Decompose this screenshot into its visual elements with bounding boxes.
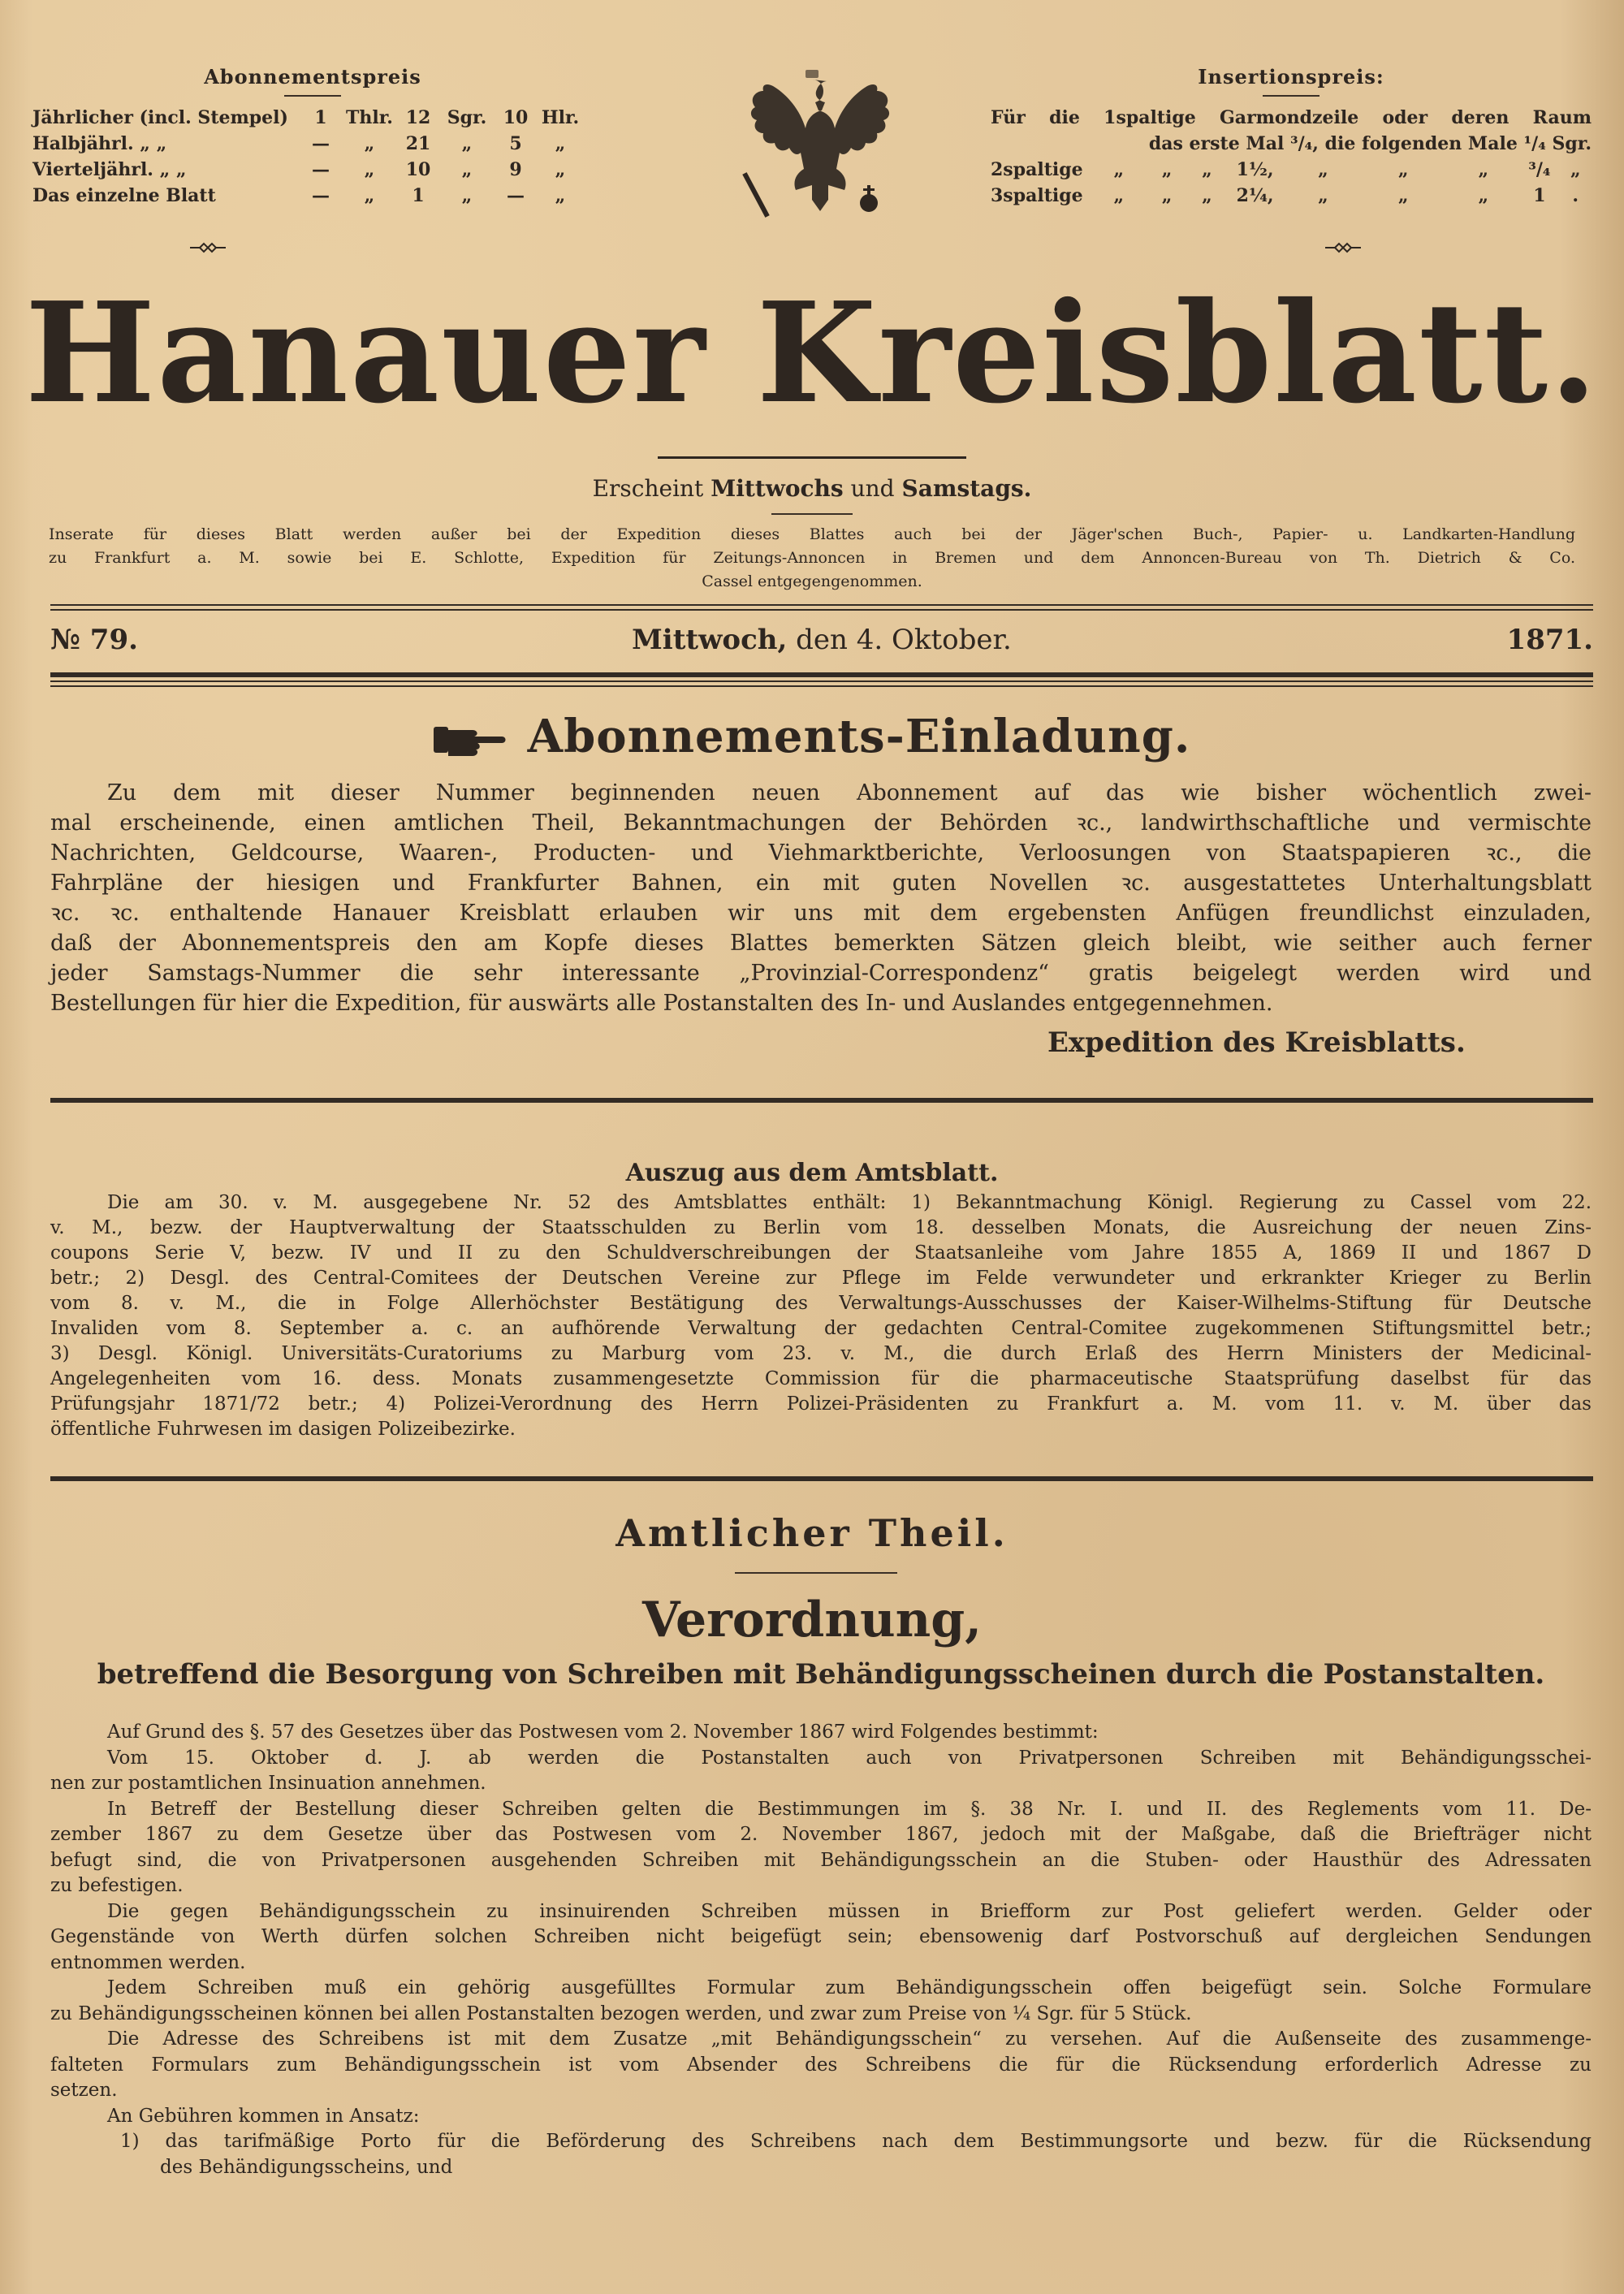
price-cell: Sgr. [447, 107, 487, 128]
text-line: vom 8. v. M., die in Folge Allerhöchster Bestätigung des Verwaltungs-Ausschusses der Kaiser-Wilhelms-Stiftung für Deutsche [50, 1293, 1592, 1314]
advertising-notice-line: zu Frankfurt a. M. sowie bei E. Schlotte, Expedition für Zeitungs-Annoncen in Bremen und dem Annoncen-Bureau von Th. Dietrich & Co. [49, 549, 1575, 567]
price-cell: 3spaltige [991, 185, 1083, 206]
ordinance-text [50, 1720, 1592, 2180]
price-cell: 1½, [1236, 159, 1274, 180]
divider [284, 95, 341, 97]
subscription-price-title: Abonnementspreis [204, 65, 421, 89]
excerpt-text [50, 1190, 1592, 1442]
schedule-prefix: Erscheint [592, 475, 704, 502]
text-line: Die am 30. v. M. ausgegebene Nr. 52 des Amtsblattes enthält: 1) Bekanntmachung Königl. Regierung zu Cassel vom 22. [107, 1192, 1592, 1213]
double-rule [50, 604, 1593, 611]
price-cell: 2spaltige [991, 159, 1083, 180]
price-cell: „ [1318, 185, 1328, 206]
price-cell: 10 [405, 159, 431, 180]
double-rule [50, 1098, 1593, 1103]
insertion-price-title: Insertionspreis: [1198, 65, 1384, 89]
ordinance-title: Verordnung, [641, 1592, 983, 1648]
price-cell: Halbjährl. „ „ [32, 133, 167, 154]
double-rule [50, 1476, 1593, 1481]
price-cell: . [1572, 185, 1579, 206]
price-cell: „ [461, 133, 473, 154]
price-cell: — [312, 133, 330, 154]
price-cell: Vierteljährl. „ „ [32, 159, 187, 180]
ordinance-subtitle: betreffend die Besorgung von Schreiben mit Behändigungsscheinen durch die Postanstalten. [97, 1658, 1545, 1691]
excerpt-title: Auszug aus dem Amtsblatt. [625, 1159, 999, 1187]
price-cell: „ [461, 185, 473, 206]
price-cell: „ [1202, 185, 1212, 206]
price-cell: „ [1161, 185, 1173, 206]
price-cell: — [312, 159, 330, 180]
price-cell: „ [1113, 159, 1125, 180]
price-cell: „ [364, 159, 375, 180]
price-cell: „ [1397, 185, 1409, 206]
subscription-price-row [32, 157, 593, 183]
price-cell: 9 [509, 159, 522, 180]
issue-day-month: den 4. Oktober. [796, 624, 1012, 656]
text-line: öffentliche Fuhrwesen im dasigen Polizeibezirke. [50, 1419, 516, 1440]
price-cell: „ [1570, 159, 1581, 180]
official-section-title: Amtlicher Theil. [615, 1511, 1009, 1555]
invitation-title [0, 708, 1624, 765]
price-cell: ³/₄ [1528, 159, 1551, 180]
issue-year: 1871. [1506, 624, 1593, 656]
divider [658, 456, 966, 459]
price-cell: „ [1478, 159, 1489, 180]
prussian-eagle-icon [715, 65, 909, 235]
subscription-price-box [32, 65, 593, 209]
price-cell: „ [364, 185, 375, 206]
price-cell: 1 [314, 107, 327, 128]
price-cell: „ [555, 185, 566, 206]
text-line: Zu dem mit dieser Nummer beginnenden neuen Abonnement auf das wie bisher wöchentlich zwei- [107, 780, 1592, 806]
text-line: zu befestigen. [50, 1875, 184, 1896]
text-line: Fahrpläne der hiesigen und Frankfurter Bahnen, ein mit guten Novellen ꝛc. ausgestattetes Unterhaltungsblatt [50, 871, 1592, 896]
text-line: zu Behändigungsscheinen können bei allen Postanstalten bezogen werden, und zwar zum Preise von ¼ Sgr. für 5 Stück. [50, 2002, 1192, 2024]
text-line: Nachrichten, Geldcourse, Waaren-, Producten- und Viehmarktberichte, Verloosungen von Staatspapieren ꝛc., die [50, 840, 1592, 866]
text-line: Jedem Schreiben muß ein gehörig ausgefülltes Formular zum Behändigungsschein offen beigefügt sein. Solche Formulare [107, 1977, 1592, 1998]
text-line: Gegenstände von Werth dürfen solchen Schreiben nicht beigefügt sein; ebensowenig darf Postvorschuß auf dergleichen Sendungen [50, 1926, 1592, 1947]
insertion-price-box [991, 65, 1592, 209]
advertising-notice-line: Cassel entgegengenommen. [702, 572, 922, 590]
price-cell: „ [555, 133, 566, 154]
price-cell: „ [1161, 159, 1173, 180]
price-cell: 12 [405, 107, 431, 128]
text-line: mal erscheinende, einen amtlichen Theil, Bekanntmachungen der Behörden ꝛc., landwirthschaftliche und vermischte [50, 810, 1592, 836]
text-line: Invaliden vom 8. September a. c. an aufhörende Verwaltung der gedachten Central-Comitee zugekommenen Stiftungsmittel betr.; [50, 1318, 1592, 1339]
text-line: Prüfungsjahr 1871/72 betr.; 4) Polizei-Verordnung des Herrn Polizei-Präsidenten zu Frankfurt a. M. vom 11. v. M. über das [50, 1393, 1592, 1415]
text-line: des Behändigungsscheins, und [160, 2156, 453, 2178]
schedule-and: und [850, 475, 895, 502]
price-cell: „ [1397, 159, 1409, 180]
invitation-title-text: Abonnements-Einladung. [527, 710, 1191, 763]
insertion-price-line: das erste Mal ³/₄, die folgenden Male ¹/₄ Sgr. [1148, 133, 1592, 154]
subscription-price-row [32, 105, 593, 131]
issue-weekday: Mittwoch, [632, 624, 788, 656]
text-line: betr.; 2) Desgl. des Central-Comitees der Deutschen Vereine zur Pflege im Felde verwundeter und erkrankter Krieger zu Berlin [50, 1268, 1592, 1289]
issue-number: № 79. [50, 624, 138, 656]
schedule-day-2: Samstags. [901, 475, 1032, 502]
ornament-icon [1325, 242, 1361, 253]
text-line: jeder Samstags-Nummer die sehr interessante „Provinzial-Correspondenz“ gratis beigelegt werden wird und [50, 961, 1592, 986]
issue-date [50, 624, 1593, 656]
insertion-price-row [991, 183, 1592, 209]
text-line: Die Adresse des Schreibens ist mit dem Zusatze „mit Behändigungsschein“ zu versehen. Auf die Außenseite des zusammenge- [107, 2028, 1592, 2050]
divider [735, 1572, 897, 1574]
issue-line [50, 624, 1593, 664]
double-rule [50, 672, 1593, 687]
price-cell: „ [1202, 159, 1212, 180]
text-line: Bestellungen für hier die Expedition, für auswärts alle Postanstalten des In- und Auslandes entgegennehmen. [50, 991, 1273, 1016]
price-cell: — [312, 185, 330, 206]
text-line: Auf Grund des §. 57 des Gesetzes über das Postwesen vom 2. November 1867 wird Folgendes bestimmt: [107, 1722, 1099, 1743]
subscription-price-table [32, 105, 593, 209]
publication-schedule [0, 474, 1624, 503]
ornament-icon [190, 242, 226, 253]
subscription-price-row [32, 183, 593, 209]
price-cell: 1 [412, 185, 425, 206]
advertising-notice-line: Inserate für dieses Blatt werden außer bei der Expedition dieses Blattes auch bei der Jäger'schen Buch-, Papier- u. Landkarten-Handlung [49, 525, 1575, 543]
text-line: nen zur postamtlichen Insinuation annehmen. [50, 1773, 486, 1794]
schedule-day-1: Mittwochs [710, 475, 844, 502]
price-cell: — [507, 185, 525, 206]
subscription-price-row [32, 131, 593, 157]
text-line: In Betreff der Bestellung dieser Schreiben gelten die Bestimmungen im §. 38 Nr. I. und II. des Reglements vom 11. De- [107, 1798, 1592, 1820]
text-line: Angelegenheiten vom 16. dess. Monats zusammengesetzte Commission für die pharmaceutische Staatsprüfung daselbst für das [50, 1368, 1592, 1389]
invitation-signature: Expedition des Kreisblatts. [1047, 1026, 1466, 1059]
divider [771, 513, 853, 515]
text-line: coupons Serie V, bezw. IV und II zu den Schuldverschreibungen der Staatsanleihe vom Jahre 1855 A, 1869 II und 1867 D [50, 1242, 1592, 1264]
insertion-price-table [991, 157, 1592, 209]
text-line: daß der Abonnementspreis den am Kopfe dieses Blattes bemerkten Sätzen gleich bleibt, wie seither auch ferner [50, 931, 1592, 956]
text-line: Vom 15. Oktober d. J. ab werden die Postanstalten auch von Privatpersonen Schreiben mit Behändigungsschei- [107, 1747, 1592, 1769]
text-line: 3) Desgl. Königl. Universitäts-Curatoriums zu Marburg vom 23. v. M., die durch Erlaß des Herrn Ministers der Medicinal- [50, 1343, 1592, 1364]
insertion-price-row [991, 157, 1592, 183]
advertising-notice [49, 523, 1575, 594]
text-line: ꝛc. ꝛc. enthaltende Hanauer Kreisblatt erlauben wir uns mit dem ergebensten Anfügen freundlichst einzuladen, [50, 901, 1592, 926]
price-cell: „ [461, 159, 473, 180]
text-line: An Gebühren kommen in Ansatz: [107, 2105, 420, 2127]
text-line: Die gegen Behändigungsschein zu insinuirenden Schreiben müssen in Briefform zur Post geliefert werden. Gelder oder [107, 1900, 1592, 1922]
text-line: falteten Formulars zum Behändigungsschein ist vom Absender des Schreibens die für die Rücksendung erforderlich Adresse zu [50, 2054, 1592, 2076]
divider [1263, 95, 1320, 97]
price-cell: 10 [503, 107, 529, 128]
text-line: setzen. [50, 2080, 118, 2101]
text-line: 1) das tarifmäßige Porto für die Beförderung des Schreibens nach dem Bestimmungsorte und bezw. für die Rücksendung [120, 2131, 1592, 2152]
price-cell: Thlr. [346, 107, 393, 128]
price-cell: 21 [405, 133, 431, 154]
price-cell: „ [555, 159, 566, 180]
text-line: befugt sind, die von Privatpersonen ausgehenden Schreiben mit Behändigungsschein an die Stuben- oder Hausthür des Adressaten [50, 1849, 1592, 1871]
price-cell: 1 [1533, 185, 1546, 206]
masthead-title: Hanauer Kreisblatt. [24, 272, 1600, 434]
pointing-hand-icon [434, 722, 507, 758]
price-cell: 2¼, [1236, 185, 1274, 206]
price-cell: „ [364, 133, 375, 154]
price-cell: Hlr. [541, 107, 580, 128]
price-cell: Jährlicher (incl. Stempel) [32, 107, 288, 128]
price-cell: „ [1478, 185, 1489, 206]
price-cell: „ [1318, 159, 1328, 180]
insertion-price-line: Für die 1spaltige Garmondzeile oder deren Raum [991, 107, 1592, 128]
price-cell: Das einzelne Blatt [32, 185, 216, 206]
price-cell: „ [1113, 185, 1125, 206]
invitation-text [50, 778, 1592, 1018]
text-line: entnommen werden. [50, 1951, 246, 1973]
text-line: zember 1867 zu dem Gesetze über das Postwesen vom 2. November 1867, jedoch mit der Maßgabe, daß die Briefträger nicht [50, 1824, 1592, 1845]
text-line: v. M., bezw. der Hauptverwaltung der Staatsschulden zu Berlin vom 18. desselben Monats, die Ausreichung der neuen Zins- [50, 1217, 1592, 1238]
price-cell: 5 [509, 133, 522, 154]
